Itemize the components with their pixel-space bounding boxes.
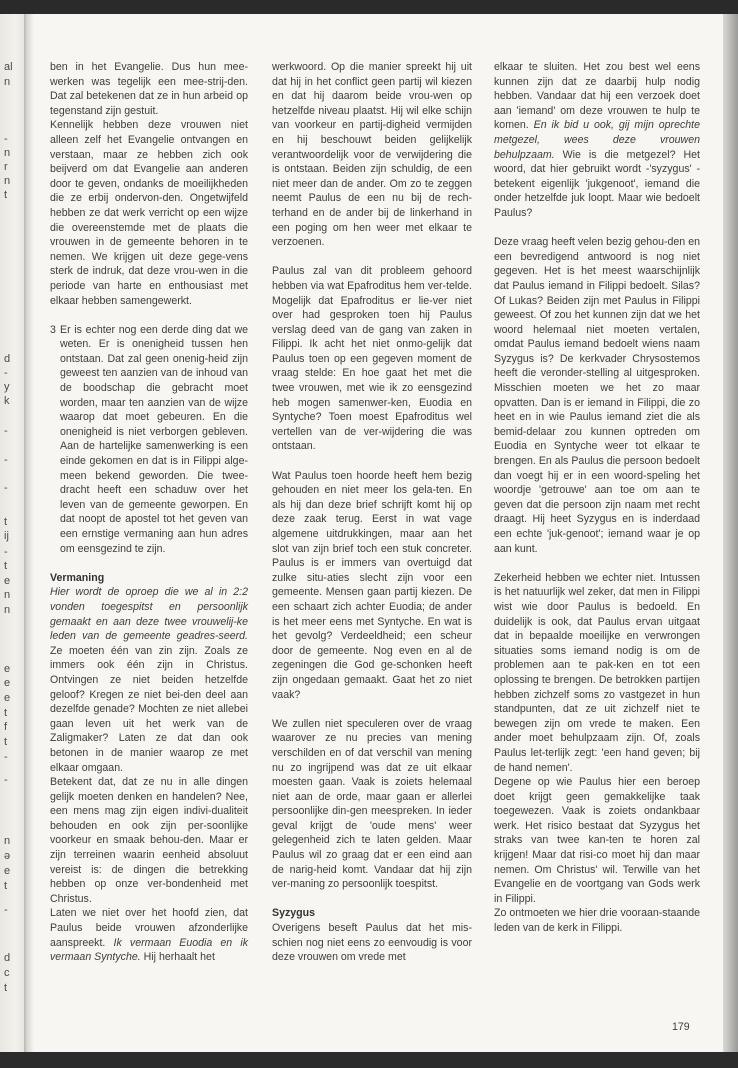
text-column-middle — [272, 60, 472, 965]
fragment: t — [4, 880, 8, 892]
fragment: n — [4, 835, 11, 847]
fragment: d — [4, 353, 11, 365]
italic-text: Hier wordt de oproep die we al in 2:2 vonden toegespitst en persoonlijk gemaakt en aan deze twee vrouwelij-ke leden van de gemeente geadres-seerd. — [50, 586, 248, 643]
paragraph: Overigens beseft Paulus dat het mis-schien nog niet eens zo eenvoudig is voor deze vrouwen om vrede met — [272, 922, 472, 964]
paragraph-text: Ze moeten één van zin zijn. Zoals ze immers ook één zijn in Christus. Ontvingen ze niet beiden hetzelfde geloof? Kregen ze niet bei-den deel aan dezelfde genade? Mochten ze niet allebei gaan leven uit het werk van de Zaligmaker? Laten ze dat dan ook betonen in de manier waarop ze met elkaar omgaan. — [50, 644, 248, 774]
page-edge — [723, 14, 738, 1052]
fragment: n — [4, 604, 11, 616]
scan-top-border — [0, 0, 738, 14]
paragraph-text: Wie is die metgezel? Het woord, dat hier gebruikt wordt -'syzygus' - betekent eigenlijk 'jukgenoot', iemand die onder hetzelfde juk loopt. Maar wie bedoelt Paulus? — [494, 148, 700, 219]
paragraph-text: Er is echter nog een derde ding dat we weten. Er is onenigheid tussen hen ontstaan. Dat zal geen onenig-heid zijn geweest ten aanzien van de inhoud van de boodschap die gebracht moet worden, maar ten aanzien van de wijze waarop dat moet gebeuren. En die onenigheid is niet verborgen gebleven. Aan de hartelijke samenwerking is een einde gekomen en dat is in Filippi alge-meen bekend geworden. Die twee-dracht heeft een schaduw over het leven van de gemeente geworpen. En dat noopt de apostel tot het geven van een ernstige vermaning aan hun adres om eensgezind te zijn. — [60, 323, 248, 555]
paragraph: Paulus zal van dit probleem gehoord hebben via wat Epafroditus hem ver-telde. Mogelijk dat Epafroditus er lie-ver niet over had gesproken toen hij Paulus verslag deed van de gang van zaken in Filippi. Ik acht het niet onmo-gelijk dat Paulus toen op een gegeven moment de vraag stelde: En hoe gaat het met die twee vrouwen, met wie ik zo eensgezind heb mogen samenwer-ken, Euodia en Syntyche? Toen moest Epafroditus wel vertellen van de ver-wijdering die was ontstaan. — [272, 265, 472, 453]
fragment: - — [4, 454, 8, 466]
paragraph: Degene op wie Paulus hier een beroep doet krijgt geen gemakkelijke taak toegewezen. Vaak is zoiets ondankbaar werk. Het risico bestaat dat Syzygus het straks van twee kan-ten te horen zal krijgen! Maar dat risi-co moet hij dan maar nemen. Om Christus' wil. Terwille van het Evangelie en de voortgang van Gods werk in Filippi. — [494, 776, 700, 905]
fragment: t — [4, 736, 8, 748]
paragraph: We zullen niet speculeren over de vraag waarover ze nu precies van mening verschilden en of dat verschil van mening nu zo ingrijpend was dat ze uit elkaar moesten gaan. Vaak is zoiets helemaal niet aan de orde, maar gaan er allerlei persoonlijke din-gen meespreken. In ieder geval krijgt de 'oude mens' weer gelegenheid zich te laten gelden. Maar Paulus wil zo graag dat er een eind aan de narig-heid komt. Vandaar dat hij zijn ver-maning zo persoonlijk toespitst. — [272, 717, 472, 891]
paragraph-text: elkaar te sluiten. Het zou best wel eens kunnen zijn dat ze daarbij hulp nodig hebben. Vandaar dat hij een verzoek doet aan 'iemand' om deze vrouwen te hulp te komen. — [494, 61, 700, 132]
fragment: d — [4, 952, 11, 964]
fragment: e — [4, 575, 11, 587]
fragment: t — [4, 560, 8, 572]
fragment: - — [4, 774, 8, 786]
fragment: - — [4, 546, 8, 558]
fragment: r — [4, 161, 8, 173]
section-heading: Vermaning — [50, 571, 105, 584]
fragment: e — [4, 677, 11, 689]
paragraph: Wat Paulus toen hoorde heeft hem bezig gehouden en niet meer los gela-ten. En als hij dan deze brief schrijft komt hij op deze zaak terug. Eerst in wat vage algemene uitdrukkingen, maar aan het slot van zijn brief toch een stuk concreter. Paulus is er immers van overtuigd dat zulke situ-aties slecht zijn voor een gemeente. Mensen gaan partij kiezen. De een schaart zich achter Euodia; de ander is het meer eens met Syntyche. En wat is het gevolg? Verdeeldheid; een scheur door de gemeente. Nog even en al de zegeningen die God ge-schonken heeft zijn ongedaan gemaakt. Gaat het zo niet vaak? — [272, 469, 472, 701]
list-number: 3 — [50, 323, 56, 336]
paragraph: Deze vraag heeft velen bezig gehou-den en een bevredigend antwoord is nog niet gegeven. Het is het meest waarschijnlijk dat Paulus iemand in Filippi bedoelt. Silas? Of Lukas? Beiden zijn met Paulus in Filippi geweest. Of zou het kunnen zijn dat we het woord helemaal niet moeten vertalen, omdat Paulus iemand bedoelt wiens naam Syzygus is? De kerkvader Chrysostemos heeft die veronder-stelling al uitgesproken. Misschien moeten we het zo maar opvatten. Dan is er iemand in Filippi, die zo heet en in wie Paulus iemand ziet die als bemid-delaar zou kunnen optreden om Euodia en Syntyche weer tot elkaar te brengen. En als Paulus die persoon bedoelt dan voegt hij er in een woord-speling het woordje 'getrouwe' aan toe om aan te geven dat die persoon zijn naam met recht draagt. Hij heet Syzygus en is inderdaad een echte 'juk-genoot'; iemand waar je op aan kunt. — [494, 236, 700, 555]
fragment: - — [4, 367, 8, 379]
paragraph: werkwoord. Op die manier spreekt hij uit dat hij in het conflict geen partij wil kiezen en dat hij daarom beide vrou-wen op hetzelfde niveau plaatst. Hij wil elke schijn van voorkeur en partij-digheid vermijden en hij beschouwt beiden gelijkelijk verantwoordelijk voor de verwijdering die is ontstaan. Beiden zijn schuldig, de een niet meer dan de ander. Om zo te zeggen neemt Paulus de een nu bij de rech-terhand en de ander bij de linkerhand in een poging om hen weer met elkaar te verzoenen. — [272, 61, 472, 249]
numbered-paragraph — [50, 323, 248, 557]
fragment: e — [4, 663, 11, 675]
fragment: t — [4, 707, 8, 719]
fragment: e — [4, 865, 11, 877]
paragraph: Zekerheid hebben we echter niet. Intussen is het natuurlijk wel zeker, dat men in Filippi wist wie door Paulus is bedoeld. En duidelijk is ook, dat Paulus ervan uitgaat dat in bepaalde moeilijke en verwrongen situaties soms iemand nodig is om de problemen aan te pak-ken en tot een oplossing te brengen. De betrokken partijen hebben zichzelf soms zo vastgezet in hun standpunten, dat ze uit zichzelf niet te bewegen zijn om vrede te maken. Een ander moet behulpzaam zijn. Of, zoals Paulus let-terlijk zegt: 'een hand geven; bij de hand nemen'. — [494, 571, 700, 774]
paragraph-text: Hij herhaalt het — [143, 951, 215, 964]
page-number: 179 — [672, 1021, 690, 1033]
fragment: - — [4, 133, 8, 145]
scan-bottom-border — [0, 1052, 738, 1068]
text-column-right — [494, 60, 700, 936]
fragment: y — [4, 381, 10, 393]
fragment: f — [4, 721, 8, 733]
paragraph: Betekent dat, dat ze nu in alle dingen gelijk moeten denken en handelen? Nee, een mens mag zijn eigen indivi-dualiteit behouden en ook zijn per-soonlijke voorkeur en smaak behou-den. Maar er zijn terreinen waarin eenheid absoluut vereist is: de dingen die betrekking hebben op onze ver-bondenheid met Christus. — [50, 776, 248, 905]
fragment: c — [4, 967, 10, 979]
fragment: - — [4, 482, 8, 494]
fragment: t — [4, 982, 8, 994]
fragment: n — [4, 76, 11, 88]
section-heading: Syzygus — [272, 907, 315, 920]
fragment: e — [4, 692, 11, 704]
italic-text: Ik vermaan Euodia en ik vermaan Syntyche. — [50, 936, 248, 964]
fragment: t — [4, 189, 8, 201]
paragraph — [494, 60, 700, 221]
fragment: n — [4, 147, 11, 159]
italic-text: En ik bid u ook, gij mijn oprechte metgezel, wees deze vrouwen behulpzaam. — [494, 119, 700, 161]
fragment: t — [4, 516, 8, 528]
gutter-shadow — [24, 14, 34, 1052]
fragment: ə — [4, 850, 11, 862]
paragraph-text: Laten we niet over het hoofd zien, dat Paulus beide vrouwen afzonderlijke aanspreekt. — [50, 907, 248, 949]
fragment: ij — [4, 530, 9, 542]
paragraph — [50, 906, 248, 964]
fragment: n — [4, 175, 11, 187]
fragment: al — [4, 61, 13, 73]
paragraph: Zo ontmoeten we hier drie vooraan-staande leden van de kerk in Filippi. — [494, 907, 700, 935]
fragment: n — [4, 589, 11, 601]
paragraph — [50, 585, 248, 775]
fragment: - — [4, 425, 8, 437]
fragment: - — [4, 751, 8, 763]
text-column-left — [50, 60, 248, 965]
paragraph: ben in het Evangelie. Dus hun mee-werken was tegelijk een mee-strij-den. Dat zal betekenen dat ze in hun arbeid op tegenstand zijn gestuit. — [50, 61, 248, 117]
paragraph: Kennelijk hebben deze vrouwen niet alleen zelf het Evangelie ontvangen en verstaan, maar ze hebben zich ook beijverd om dat Evangelie aan anderen door te geven, ondanks de moeilijkheden die ze erbij ondervon-den. Ongetwijfeld hebben ze dat werk verricht op een wijze die overeenstemde met de plaats die vrouwen in de gemeente behoren in te nemen. We krijgen uit deze gege-vens sterk de indruk, dat deze vrou-wen in die periode van harte en enthousiast met elkaar hebben samengewerkt. — [50, 119, 248, 307]
fragment: - — [4, 904, 8, 916]
fragment: k — [4, 395, 10, 407]
